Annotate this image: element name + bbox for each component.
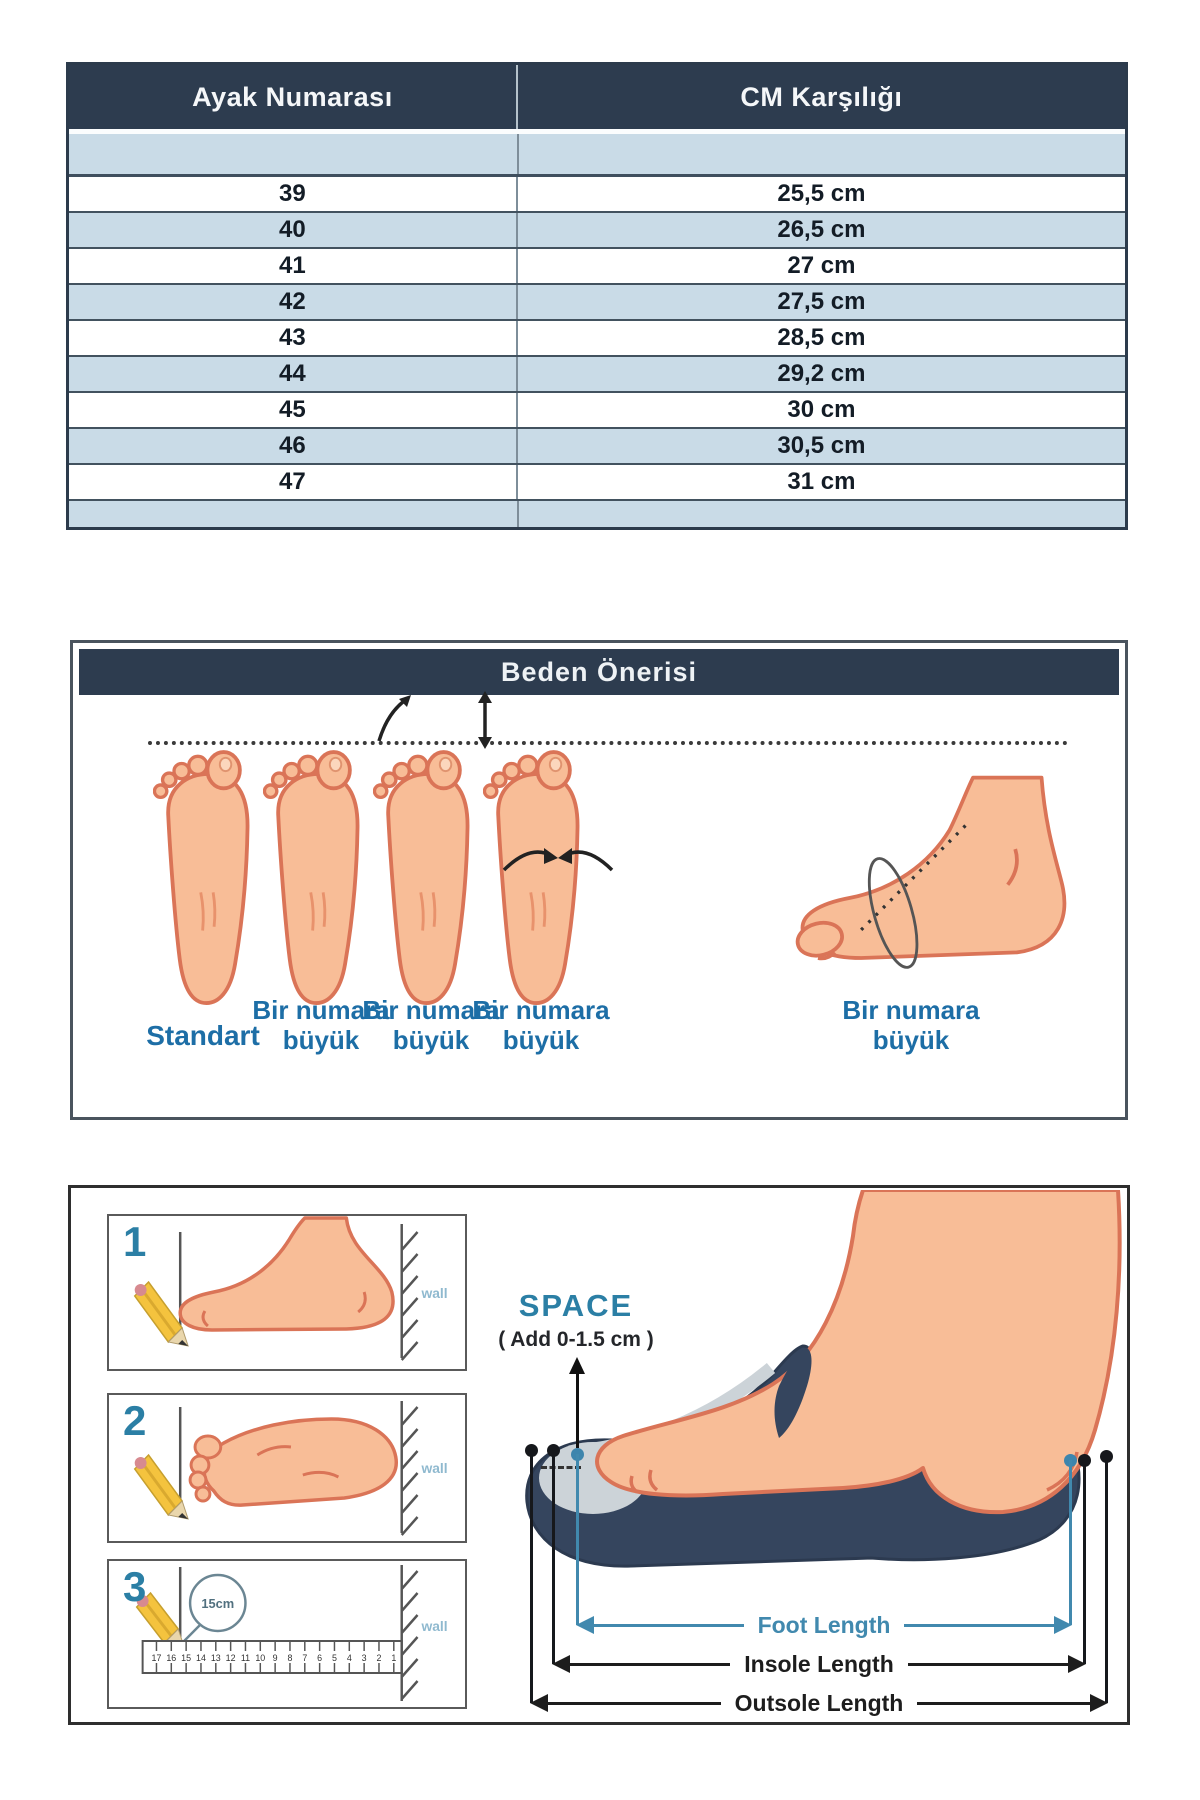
- cell-shoe-size: 42: [69, 285, 518, 319]
- cell-cm-value: 29,2 cm: [777, 360, 866, 387]
- shoe-cutaway-icon: [461, 1190, 1151, 1590]
- space-title: SPACE: [518, 1288, 634, 1323]
- table-row: [69, 213, 1125, 249]
- outsole-length-label: Outsole Length: [734, 1689, 904, 1716]
- insole-length-line: [552, 1650, 1086, 1677]
- measure-step-2: [107, 1393, 467, 1543]
- measure-step-3: [107, 1559, 467, 1709]
- insole-length-label: Insole Length: [744, 1650, 894, 1677]
- size-advice-title: Beden Önerisi: [79, 649, 1119, 695]
- svg-text:13: 13: [210, 1652, 221, 1664]
- svg-text:2: 2: [376, 1652, 382, 1664]
- foot-length-label: Foot Length: [757, 1611, 891, 1638]
- table-row: [69, 465, 1125, 501]
- foot-side-girth-icon: [771, 765, 1081, 997]
- vertical-double-arrow-icon: [473, 691, 497, 749]
- table-row: [69, 249, 1125, 285]
- step-number: 1: [123, 1218, 147, 1265]
- step-number: 2: [123, 1397, 147, 1444]
- advice-label: Bir numara büyük: [472, 995, 610, 1055]
- space-subtitle: ( Add 0-1.5 cm ): [498, 1328, 654, 1351]
- measure-step-1: [107, 1214, 467, 1371]
- cell-cm-value: 31 cm: [787, 468, 856, 495]
- cell-shoe-size: 39: [69, 177, 518, 211]
- step1-illustration: [109, 1216, 465, 1369]
- foot-gap-icon: [373, 743, 478, 1015]
- cell-shoe-size: 47: [69, 465, 518, 499]
- svg-text:1: 1: [391, 1652, 397, 1664]
- outsole-vref-left: [530, 1450, 533, 1703]
- width-arrows-icon: [488, 838, 628, 880]
- cell-shoe-size: 41: [69, 249, 518, 283]
- svg-text:12: 12: [225, 1652, 236, 1664]
- cell-cm-value: 27 cm: [787, 252, 856, 279]
- svg-text:6: 6: [317, 1652, 323, 1664]
- advice-label: Bir numara büyük: [252, 995, 390, 1055]
- toe-gap-dash: [541, 1466, 581, 1469]
- cell-cm-value: 28,5 cm: [777, 324, 866, 351]
- svg-text:wall: wall: [421, 1617, 448, 1635]
- advice-label: Bir numara büyük: [842, 995, 980, 1055]
- table-row: [69, 429, 1125, 465]
- measure-guide-box: [68, 1185, 1130, 1725]
- svg-text:3: 3: [361, 1652, 367, 1664]
- table-row: [69, 285, 1125, 321]
- table-row: [69, 357, 1125, 393]
- cell-shoe-size: 44: [69, 357, 518, 391]
- cell-cm-value: 26,5 cm: [777, 216, 866, 243]
- cell-shoe-size: 43: [69, 321, 518, 355]
- column-header-shoe-size: Ayak Numarası: [69, 65, 518, 129]
- step-number: 3: [123, 1563, 147, 1610]
- svg-text:16: 16: [166, 1652, 177, 1664]
- step2-illustration: [109, 1395, 465, 1541]
- svg-text:17: 17: [151, 1652, 162, 1664]
- size-table-header: [69, 65, 1125, 129]
- svg-text:15cm: 15cm: [201, 1595, 235, 1612]
- table-body: [69, 177, 1125, 501]
- size-table: [66, 62, 1128, 530]
- foot-curled-toe-icon: [263, 743, 368, 1015]
- space-arrow-icon: [576, 1372, 579, 1448]
- insole-vref-left: [552, 1450, 555, 1664]
- advice-label: Standart: [146, 1020, 260, 1051]
- svg-text:8: 8: [287, 1652, 293, 1664]
- foot-length-line: [576, 1611, 1072, 1638]
- svg-text:7: 7: [302, 1652, 308, 1664]
- table-bottom-spacer: [69, 501, 1125, 527]
- table-row: [69, 321, 1125, 357]
- advice-label: Bir numara büyük: [362, 995, 500, 1055]
- size-advice-box: [70, 640, 1128, 1120]
- outsole-vref-right: [1105, 1456, 1108, 1703]
- foot-standard-icon: [153, 743, 258, 1015]
- foot-vref-right: [1069, 1460, 1072, 1625]
- column-header-cm: CM Karşılığı: [740, 81, 903, 112]
- svg-text:wall: wall: [421, 1284, 448, 1302]
- table-spacer-row: [69, 129, 1125, 177]
- outsole-length-line: [530, 1689, 1108, 1716]
- svg-text:15: 15: [181, 1652, 192, 1664]
- svg-text:11: 11: [240, 1652, 251, 1664]
- table-row: [69, 177, 1125, 213]
- table-row: [69, 393, 1125, 429]
- svg-text:4: 4: [346, 1652, 352, 1664]
- cell-shoe-size: 40: [69, 213, 518, 247]
- cell-cm-value: 25,5 cm: [777, 180, 866, 207]
- svg-text:10: 10: [255, 1652, 266, 1664]
- insole-vref-right: [1083, 1460, 1086, 1664]
- step3-illustration: [109, 1561, 465, 1707]
- cell-cm-value: 27,5 cm: [777, 288, 866, 315]
- foot-vref-left: [576, 1454, 579, 1625]
- svg-text:5: 5: [331, 1652, 337, 1664]
- svg-text:wall: wall: [421, 1459, 448, 1477]
- svg-text:14: 14: [196, 1652, 206, 1664]
- cell-shoe-size: 45: [69, 393, 518, 427]
- curved-arrow-icon: [369, 689, 419, 745]
- cell-shoe-size: 46: [69, 429, 518, 463]
- cell-cm-value: 30,5 cm: [777, 432, 866, 459]
- svg-text:9: 9: [272, 1652, 278, 1664]
- cell-cm-value: 30 cm: [787, 396, 856, 423]
